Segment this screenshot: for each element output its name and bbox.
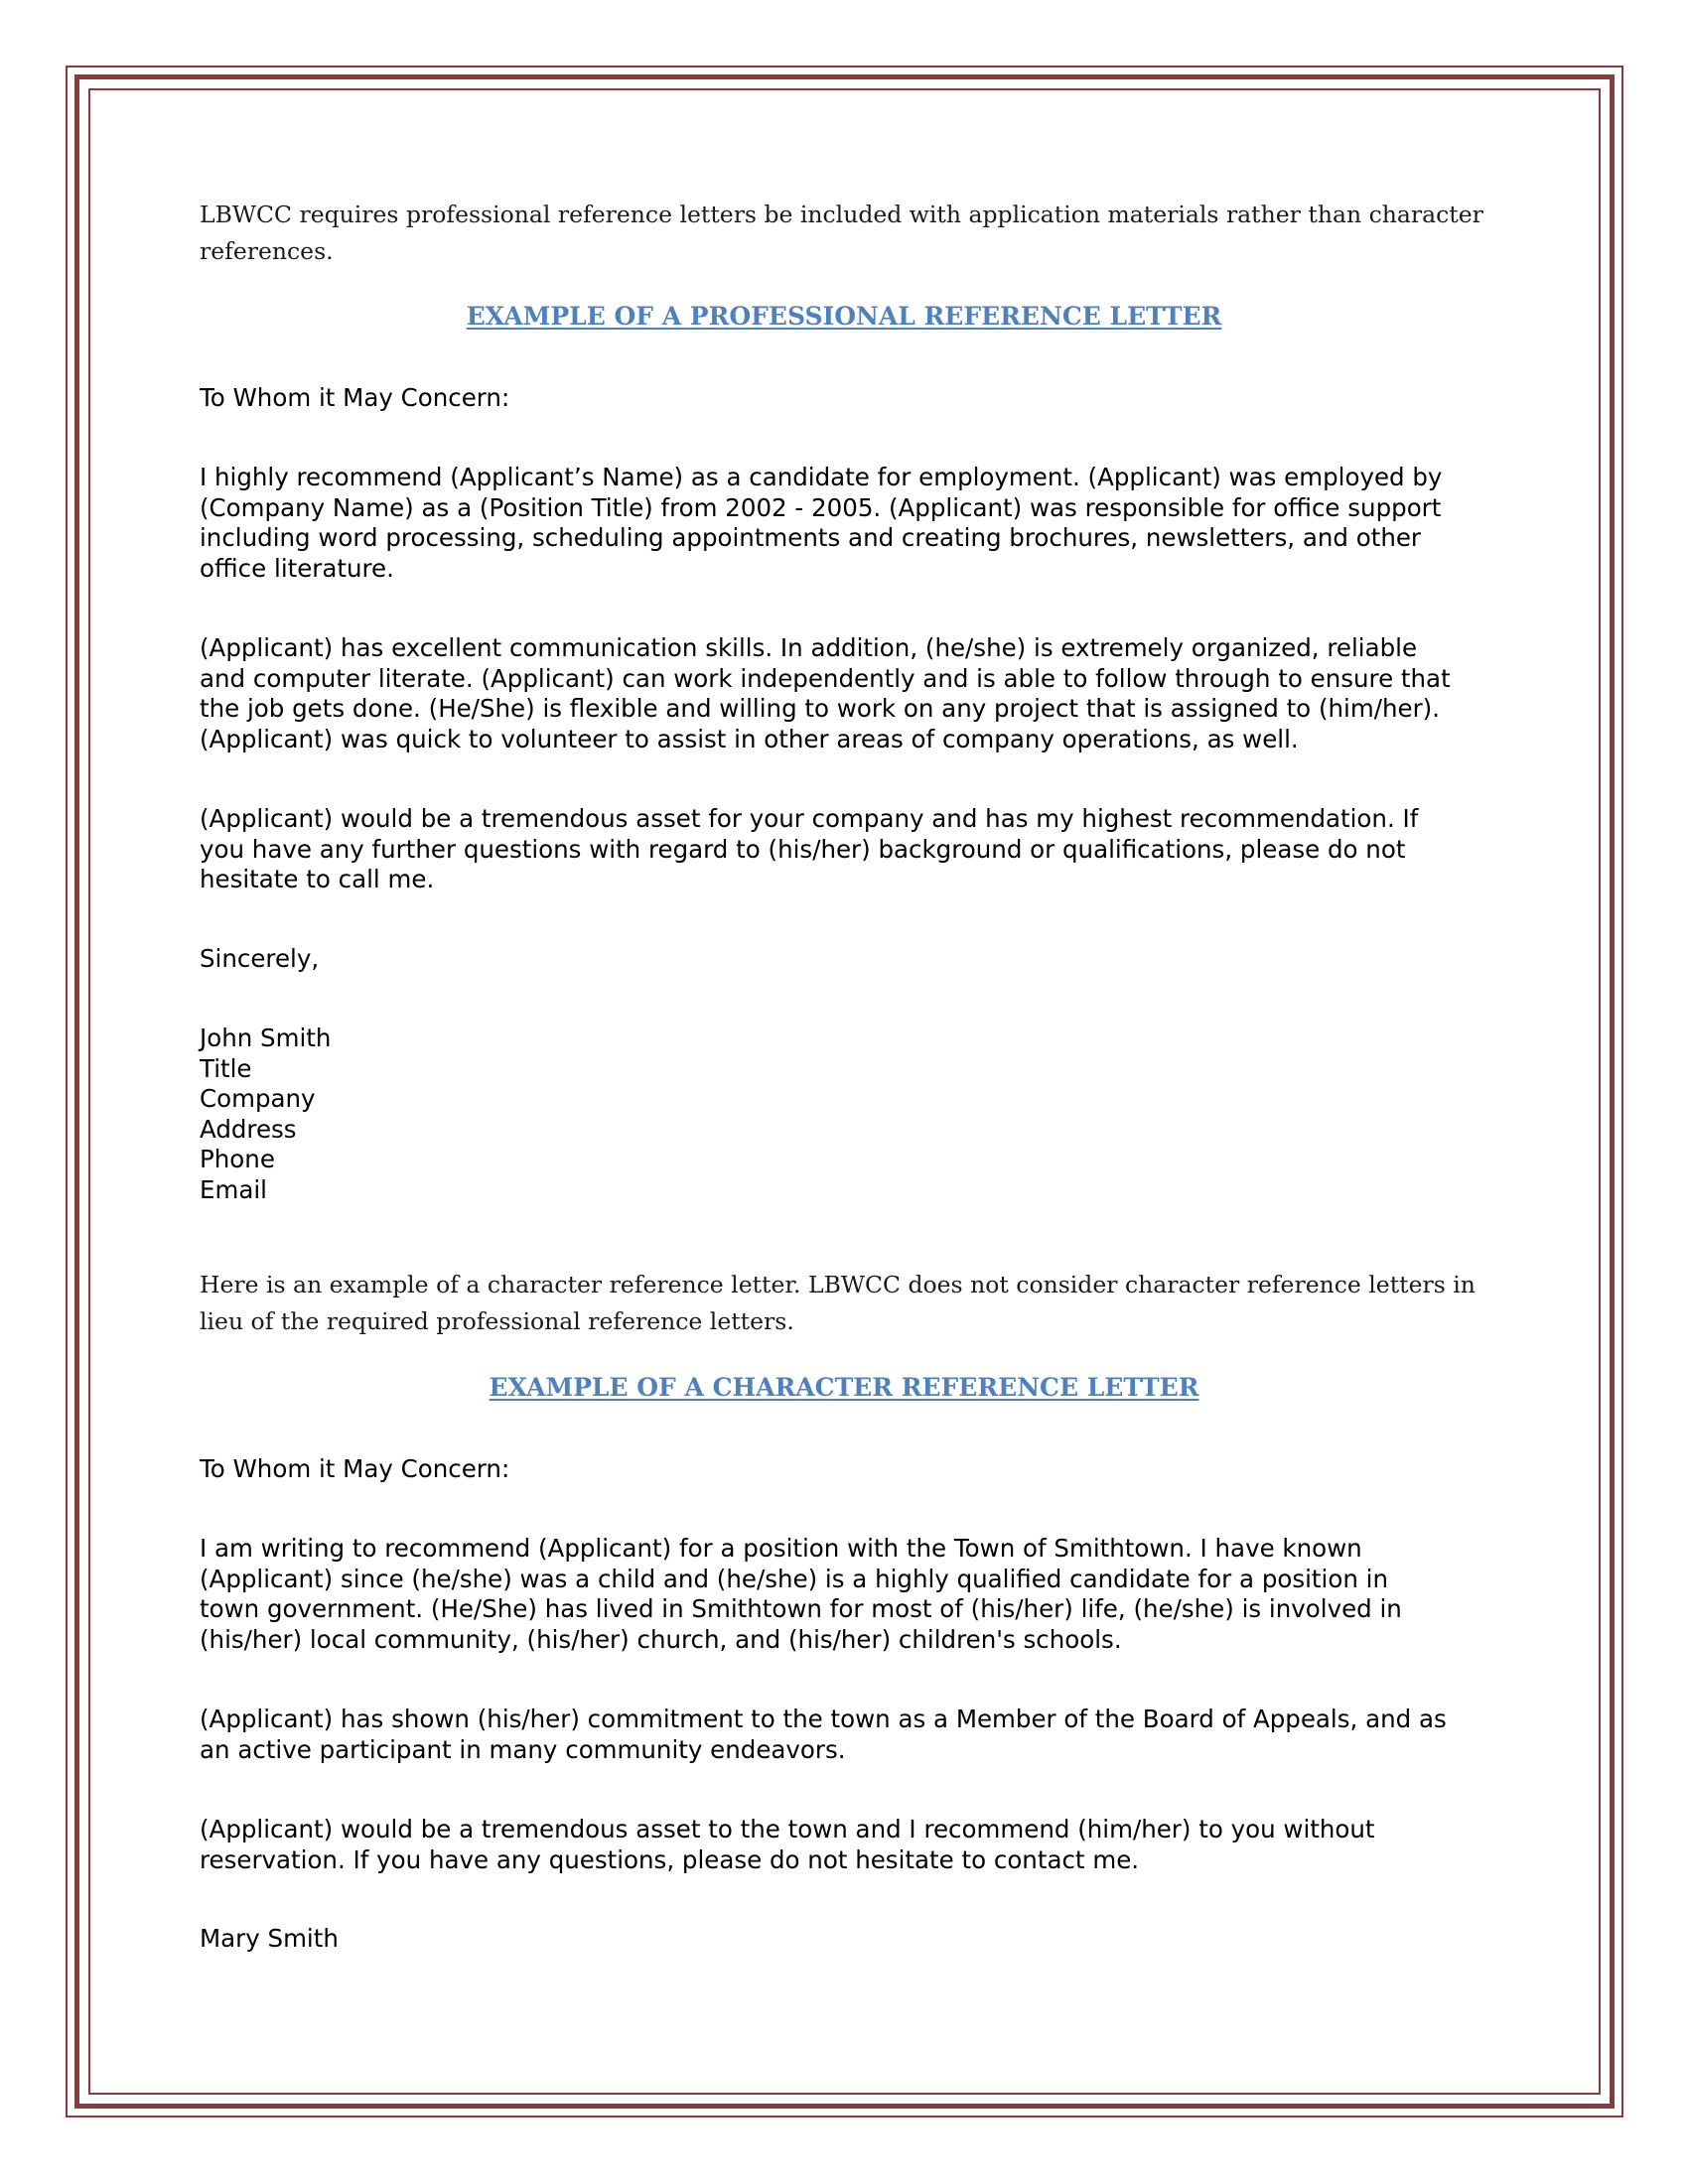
professional-salutation: To Whom it May Concern: (200, 383, 510, 412)
character-paragraph-2: (Applicant) has shown (his/her) commitment to the town as a Member of the Board of Appeals, and as an active participant in many community endeavors. (200, 1705, 1447, 1764)
professional-paragraph-3: (Applicant) would be a tremendous asset for your company and has my highest recommendation. If you have any further questions with regard to (his/her) background or qualifications, please do not hesitate to call me. (200, 804, 1419, 893)
character-salutation: To Whom it May Concern: (200, 1454, 510, 1483)
intro-note: LBWCC requires professional reference letters be included with application materials rather than character references. (200, 201, 1483, 265)
professional-paragraph-1: I highly recommend (Applicant’s Name) as a candidate for employment. (Applicant) was employed by (Company Name) as a (Position Title) from 2002 - 2005. (Applicant) was responsible for office support including word processing, scheduling appointments and creating brochures, newsletters, and other office literature. (200, 463, 1443, 583)
character-paragraph-1: I am writing to recommend (Applicant) for a position with the Town of Smithtown. I have known (Applicant) since (he/she) was a child and (he/she) is a highly qualified candidate for a position in town government. (He/She) has lived in Smithtown for most of (his/her) life, (he/she) is involved in (his/her) local community, (his/her) church, and (his/her) children's schools. (200, 1534, 1402, 1654)
character-paragraph-3: (Applicant) would be a tremendous asset to the town and I recommend (him/her) to you without reservation. If you have any questions, please do not hesitate to contact me. (200, 1815, 1375, 1874)
professional-closing: Sincerely, (200, 944, 320, 973)
professional-signature-block: John Smith Title Company Address Phone Email (200, 1024, 332, 1204)
transition-note: Here is an example of a character reference letter. LBWCC does not consider character reference letters in lieu of the required professional reference letters. (200, 1271, 1476, 1335)
character-signature: Mary Smith (200, 1924, 339, 1953)
professional-paragraph-2: (Applicant) has excellent communication skills. In addition, (he/she) is extremely organized, reliable and computer literate. (Applicant) can work independently and is able to follow through to ensure that the job gets done. (He/She) is flexible and willing to work on any project that is assigned to (him/her). (Applicant) was quick to volunteer to assist in other areas of company operations, as well. (200, 633, 1451, 753)
character-letter-heading: EXAMPLE OF A CHARACTER REFERENCE LETTER (489, 1373, 1199, 1402)
professional-letter-heading: EXAMPLE OF A PROFESSIONAL REFERENCE LETTER (466, 302, 1222, 331)
